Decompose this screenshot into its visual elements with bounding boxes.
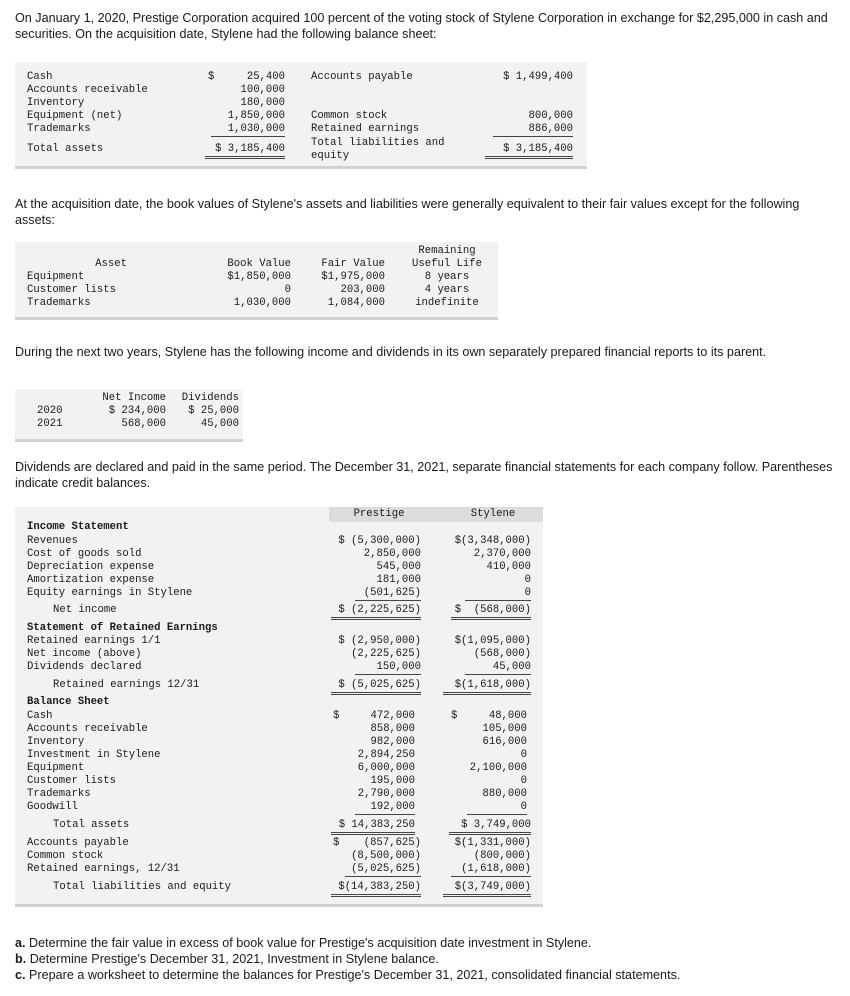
fs-row-stylene: 45,000 [465,661,531,675]
fs-row-label: Amortization expense [27,574,155,586]
bs-liability-label: Common stock [311,110,388,122]
fv-header-asset: Asset [95,258,127,270]
fs-row-prestige: $ (2,950,000) [338,635,421,647]
fv-row-book: 0 [284,284,291,296]
fv-row-fair: 1,084,000 [327,297,385,309]
fs-total-assets-label: Total assets [53,819,130,831]
fs-row-prestige: 472,000 [370,710,415,722]
fs-row-label: Cost of goods sold [27,548,142,560]
bs-asset-label: Accounts receivable [27,84,148,96]
id-header-dividends: Dividends [181,392,239,404]
question-letter: a. [15,936,26,950]
fs-row-stylene: (800,000) [473,850,531,862]
fs-row-label: Customer lists [27,775,117,787]
fs-row-stylene: $(1,095,000) [454,635,531,647]
id-header-net-income: Net Income [102,392,166,404]
fs-row-prestige: 192,000 [355,801,415,815]
fs-row-label: Depreciation expense [27,561,155,573]
fs-row-prestige: 2,894,250 [357,749,415,761]
fv-row-book: 1,030,000 [233,297,291,309]
fv-header-fair: Fair Value [321,258,385,270]
fs-row-prestige: 982,000 [370,736,415,748]
fs-row-stylene: 0 [524,574,531,586]
fs-row-label: Equipment [27,762,85,774]
fv-row-fair: 203,000 [340,284,385,296]
fs-row-stylene: 2,100,000 [469,762,527,774]
bs-asset-value: 1,850,000 [227,110,285,122]
fs-row-stylene: 2,370,000 [473,548,531,560]
fs-row-prestige: $ (5,300,000) [338,535,421,547]
id-row-net-income: 568,000 [121,418,166,430]
question-a [15,935,835,951]
fs-row-stylene: 0 [520,775,527,787]
fs-header-prestige: Prestige [353,508,405,520]
id-row-dividends: 45,000 [200,418,239,430]
fs-row-stylene: 105,000 [482,723,527,735]
id-row-net-income: $ 234,000 [108,405,166,417]
fv-row-book: $1,850,000 [227,271,291,283]
bs-liability-label: Accounts payable [311,71,413,83]
bs-total-le-label: Total liabilities and equity [311,137,445,162]
fs-row-label: Retained earnings 1/1 [27,635,161,647]
bs-total-le-value: $ 3,185,400 [485,143,573,159]
fs-row-prestige: (2,225,625) [351,648,421,660]
question-text: Prepare a worksheet to determine the balances for Prestige's December 31, 2021, consolidated financial statements. [29,968,681,982]
question-text: Determine Prestige's December 31, 2021, Investment in Stylene balance. [29,952,439,966]
id-row-dividends: $ 25,000 [188,405,239,417]
fs-section-title: Statement of Retained Earnings [27,622,218,634]
fs-row-stylene: $(1,331,000) [454,837,531,849]
fs-total-le-label: Total liabilities and equity [53,881,232,893]
question-text: Determine the fair value in excess of book value for Prestige's acquisition date investment in Stylene. [29,936,592,950]
bs-total-assets-label: Total assets [27,143,104,155]
fv-row-life: indefinite [415,297,479,309]
fv-row-life: 4 years [424,284,470,296]
fs-row-label: Common stock [27,850,104,862]
fs-row-prestige: 195,000 [370,775,415,787]
fs-section-title: Income Statement [27,521,129,533]
fs-row-label: Accounts receivable [27,723,148,735]
fv-header-life-2: Useful Life [412,258,482,270]
fs-row-stylene: 880,000 [482,788,527,800]
fs-row-prestige: (857,625) [363,837,421,849]
income-dividends-paragraph: During the next two years, Stylene has the following income and dividends in its own separately prepared financial reports to its parent. [15,345,767,359]
fs-row-label: Revenues [27,535,78,547]
bs-asset-value: 180,000 [240,97,285,109]
fs-row-stylene: 616,000 [482,736,527,748]
fs-row-prestige: 858,000 [370,723,415,735]
fs-row-label: Retained earnings, 12/31 [27,863,180,875]
fs-row-stylene: 48,000 [488,710,527,722]
fs-row-prestige: 6,000,000 [357,762,415,774]
fs-row-prestige: 545,000 [376,561,421,573]
fs-row-prestige: (8,500,000) [351,850,421,862]
financial-statements-paragraph: Dividends are declared and paid in the same period. The December 31, 2021, separate financial statements for each company follow. Parentheses indicate credit balances. [15,460,833,490]
fs-total-le-prestige: $(14,383,250) [331,881,421,897]
fs-row-stylene: $(3,348,000) [454,535,531,547]
fs-row-label: Trademarks [27,788,91,800]
fs-net-income-prestige: $ (2,225,625) [331,604,421,620]
id-row-year: 2021 [37,418,63,430]
bs-liability-value: 886,000 [493,123,573,137]
fs-total-le-stylene: $(3,749,000) [443,881,531,897]
fs-row-label: Investment in Stylene [27,749,161,761]
bs-asset-label: Equipment (net) [27,110,123,122]
bs-asset-label: Cash [27,71,53,83]
fs-row-label: Accounts payable [27,837,129,849]
bs-asset-dollar: $ [208,71,215,83]
fs-row-label: Inventory [27,736,85,748]
id-row-year: 2020 [37,405,63,417]
fs-row-prestige-dollar: $ [333,837,340,849]
bs-liability-value: $ 1,499,400 [503,71,573,83]
fs-total-assets-prestige: $ 14,383,250 [331,819,415,835]
fs-row-prestige: (5,025,625) [345,863,421,877]
fs-header-stylene: Stylene [470,508,516,520]
question-b [15,951,835,967]
fs-row-label: Equity earnings in Stylene [27,587,193,599]
fs-row-label: Dividends declared [27,661,142,673]
fs-row-stylene: 0 [520,749,527,761]
financial-statements-table [15,507,543,907]
fs-row-label: Goodwill [27,801,78,813]
bs-liability-label: Retained earnings [311,123,420,135]
bs-asset-value: 100,000 [240,84,285,96]
fs-row-stylene: (1,618,000) [451,863,531,877]
fs-re-end-label: Retained earnings 12/31 [53,679,200,691]
fair-value-paragraph: At the acquisition date, the book values of Stylene's assets and liabilities were generally equivalent to their fair values except for the following assets: [15,197,800,227]
fv-row-fair: $1,975,000 [321,271,385,283]
fs-row-stylene-dollar: $ [451,710,458,722]
fs-net-income-label: Net income [53,604,117,616]
bs-asset-value: 25,400 [246,71,285,83]
fv-header-book: Book Value [227,258,291,270]
fs-row-prestige: 2,850,000 [363,548,421,560]
fair-value-table [15,242,498,320]
fs-row-label: Net income (above) [27,648,142,660]
fs-row-stylene: (568,000) [473,648,531,660]
fs-section-title: Balance Sheet [27,696,110,708]
intro-paragraph: On January 1, 2020, Prestige Corporation acquired 100 percent of the voting stock of Stylene Corporation in exchange for $2,295,000 in cash and securities. On the acquisition date, Stylene had the following balance sheet: [15,11,828,41]
bs-asset-value: 1,030,000 [211,123,285,137]
fs-row-prestige-dollar: $ [333,710,340,722]
fs-row-prestige: 2,790,000 [357,788,415,800]
fv-header-life-1: Remaining [418,245,476,257]
bs-asset-label: Inventory [27,97,85,109]
question-letter: c. [15,968,26,982]
question-c [15,967,835,983]
income-dividends-table [15,389,243,442]
fs-re-end-prestige: $ (5,025,625) [331,679,421,695]
fs-row-stylene: 0 [465,587,531,601]
acquisition-balance-sheet [15,62,587,169]
bs-asset-label: Trademarks [27,123,91,135]
question-letter: b. [15,952,27,966]
fs-row-label: Cash [27,710,53,722]
fs-net-income-stylene: $ (568,000) [451,604,531,620]
fs-row-prestige: 150,000 [355,661,421,675]
fs-row-prestige: 181,000 [376,574,421,586]
fv-row-asset: Equipment [27,271,85,283]
fs-row-stylene: 0 [467,801,527,815]
bs-total-assets-value: $ 3,185,400 [205,143,285,159]
fs-total-assets-stylene: $ 3,749,000 [449,819,531,835]
bs-liability-value: 800,000 [528,110,573,122]
fs-row-stylene: 410,000 [486,561,531,573]
fv-row-life: 8 years [424,271,470,283]
fv-row-asset: Trademarks [27,297,91,309]
fs-re-end-stylene: $(1,618,000) [443,679,531,695]
fv-row-asset: Customer lists [27,284,117,296]
fs-row-prestige: (501,625) [355,587,421,601]
